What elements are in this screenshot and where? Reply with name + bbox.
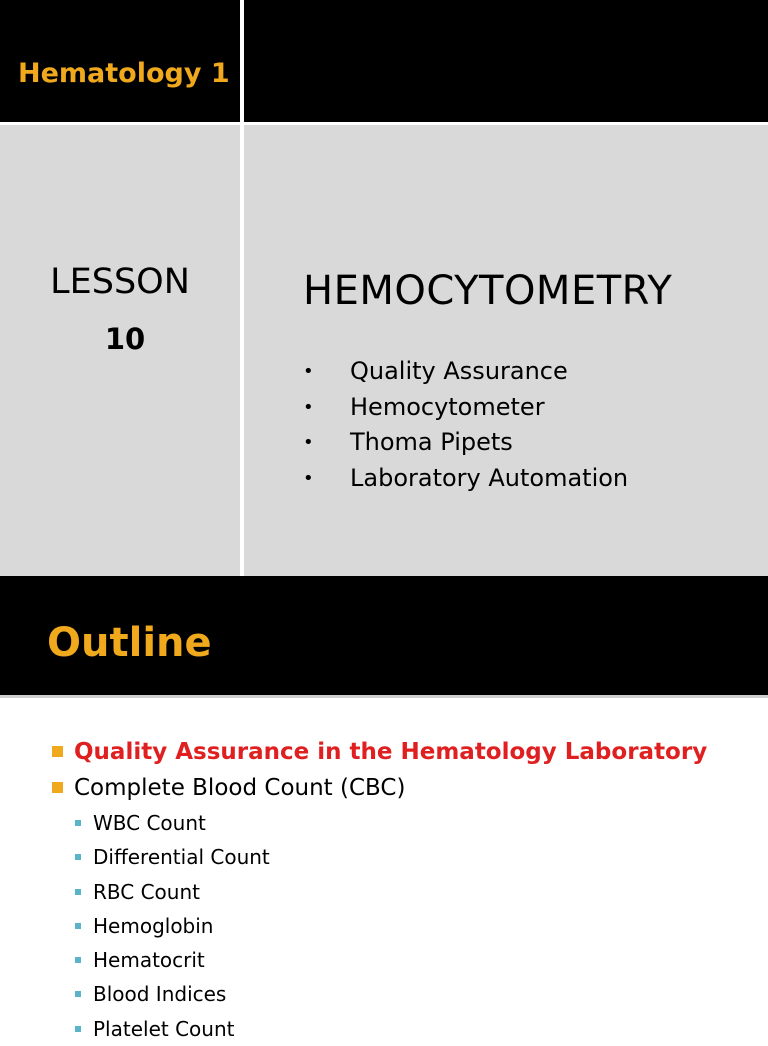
outline-subitem: WBC Count xyxy=(52,806,707,840)
outline-subitem: Hematocrit xyxy=(52,943,707,977)
outline-subitem: RBC Count xyxy=(52,875,707,909)
bullet-icon: • xyxy=(303,467,314,489)
small-square-bullet-icon xyxy=(75,957,81,963)
small-square-bullet-icon xyxy=(75,889,81,895)
course-title: Hematology 1 xyxy=(18,58,230,89)
small-square-bullet-icon xyxy=(75,820,81,826)
small-square-bullet-icon xyxy=(75,854,81,860)
small-square-bullet-icon xyxy=(75,923,81,929)
outline-subitem: Hemoglobin xyxy=(52,909,707,943)
lesson-heading: HEMOCYTOMETRY xyxy=(303,268,673,314)
outline-subitem: Blood Indices xyxy=(52,977,707,1011)
outline-subitem: Differential Count xyxy=(52,840,707,874)
square-bullet-icon xyxy=(52,746,63,757)
outline-divider xyxy=(0,695,768,698)
bullet-icon: • xyxy=(303,361,314,382)
bullet-icon: • xyxy=(303,432,314,453)
horizontal-divider xyxy=(0,122,768,125)
topic-list xyxy=(300,354,628,496)
outline-subitem: Platelet Count xyxy=(52,1012,707,1046)
small-square-bullet-icon xyxy=(75,991,81,997)
topic-item: • Quality Assurance xyxy=(300,354,628,390)
outline-item: Quality Assurance in the Hematology Laboratory xyxy=(52,734,707,770)
lesson-label: LESSON xyxy=(50,262,190,302)
outline-list xyxy=(52,734,707,1046)
bullet-icon: • xyxy=(303,396,314,418)
topic-item: • Thoma Pipets xyxy=(300,425,628,461)
vertical-divider xyxy=(240,0,244,576)
square-bullet-icon xyxy=(52,782,63,793)
small-square-bullet-icon xyxy=(75,1026,81,1032)
topic-item: • Hemocytometer xyxy=(300,390,628,426)
outline-item: Complete Blood Count (CBC) xyxy=(52,770,707,806)
outline-slide xyxy=(0,576,768,1041)
topic-item: • Laboratory Automation xyxy=(300,461,628,497)
lesson-number: 10 xyxy=(104,322,146,356)
outline-title: Outline xyxy=(47,620,212,666)
